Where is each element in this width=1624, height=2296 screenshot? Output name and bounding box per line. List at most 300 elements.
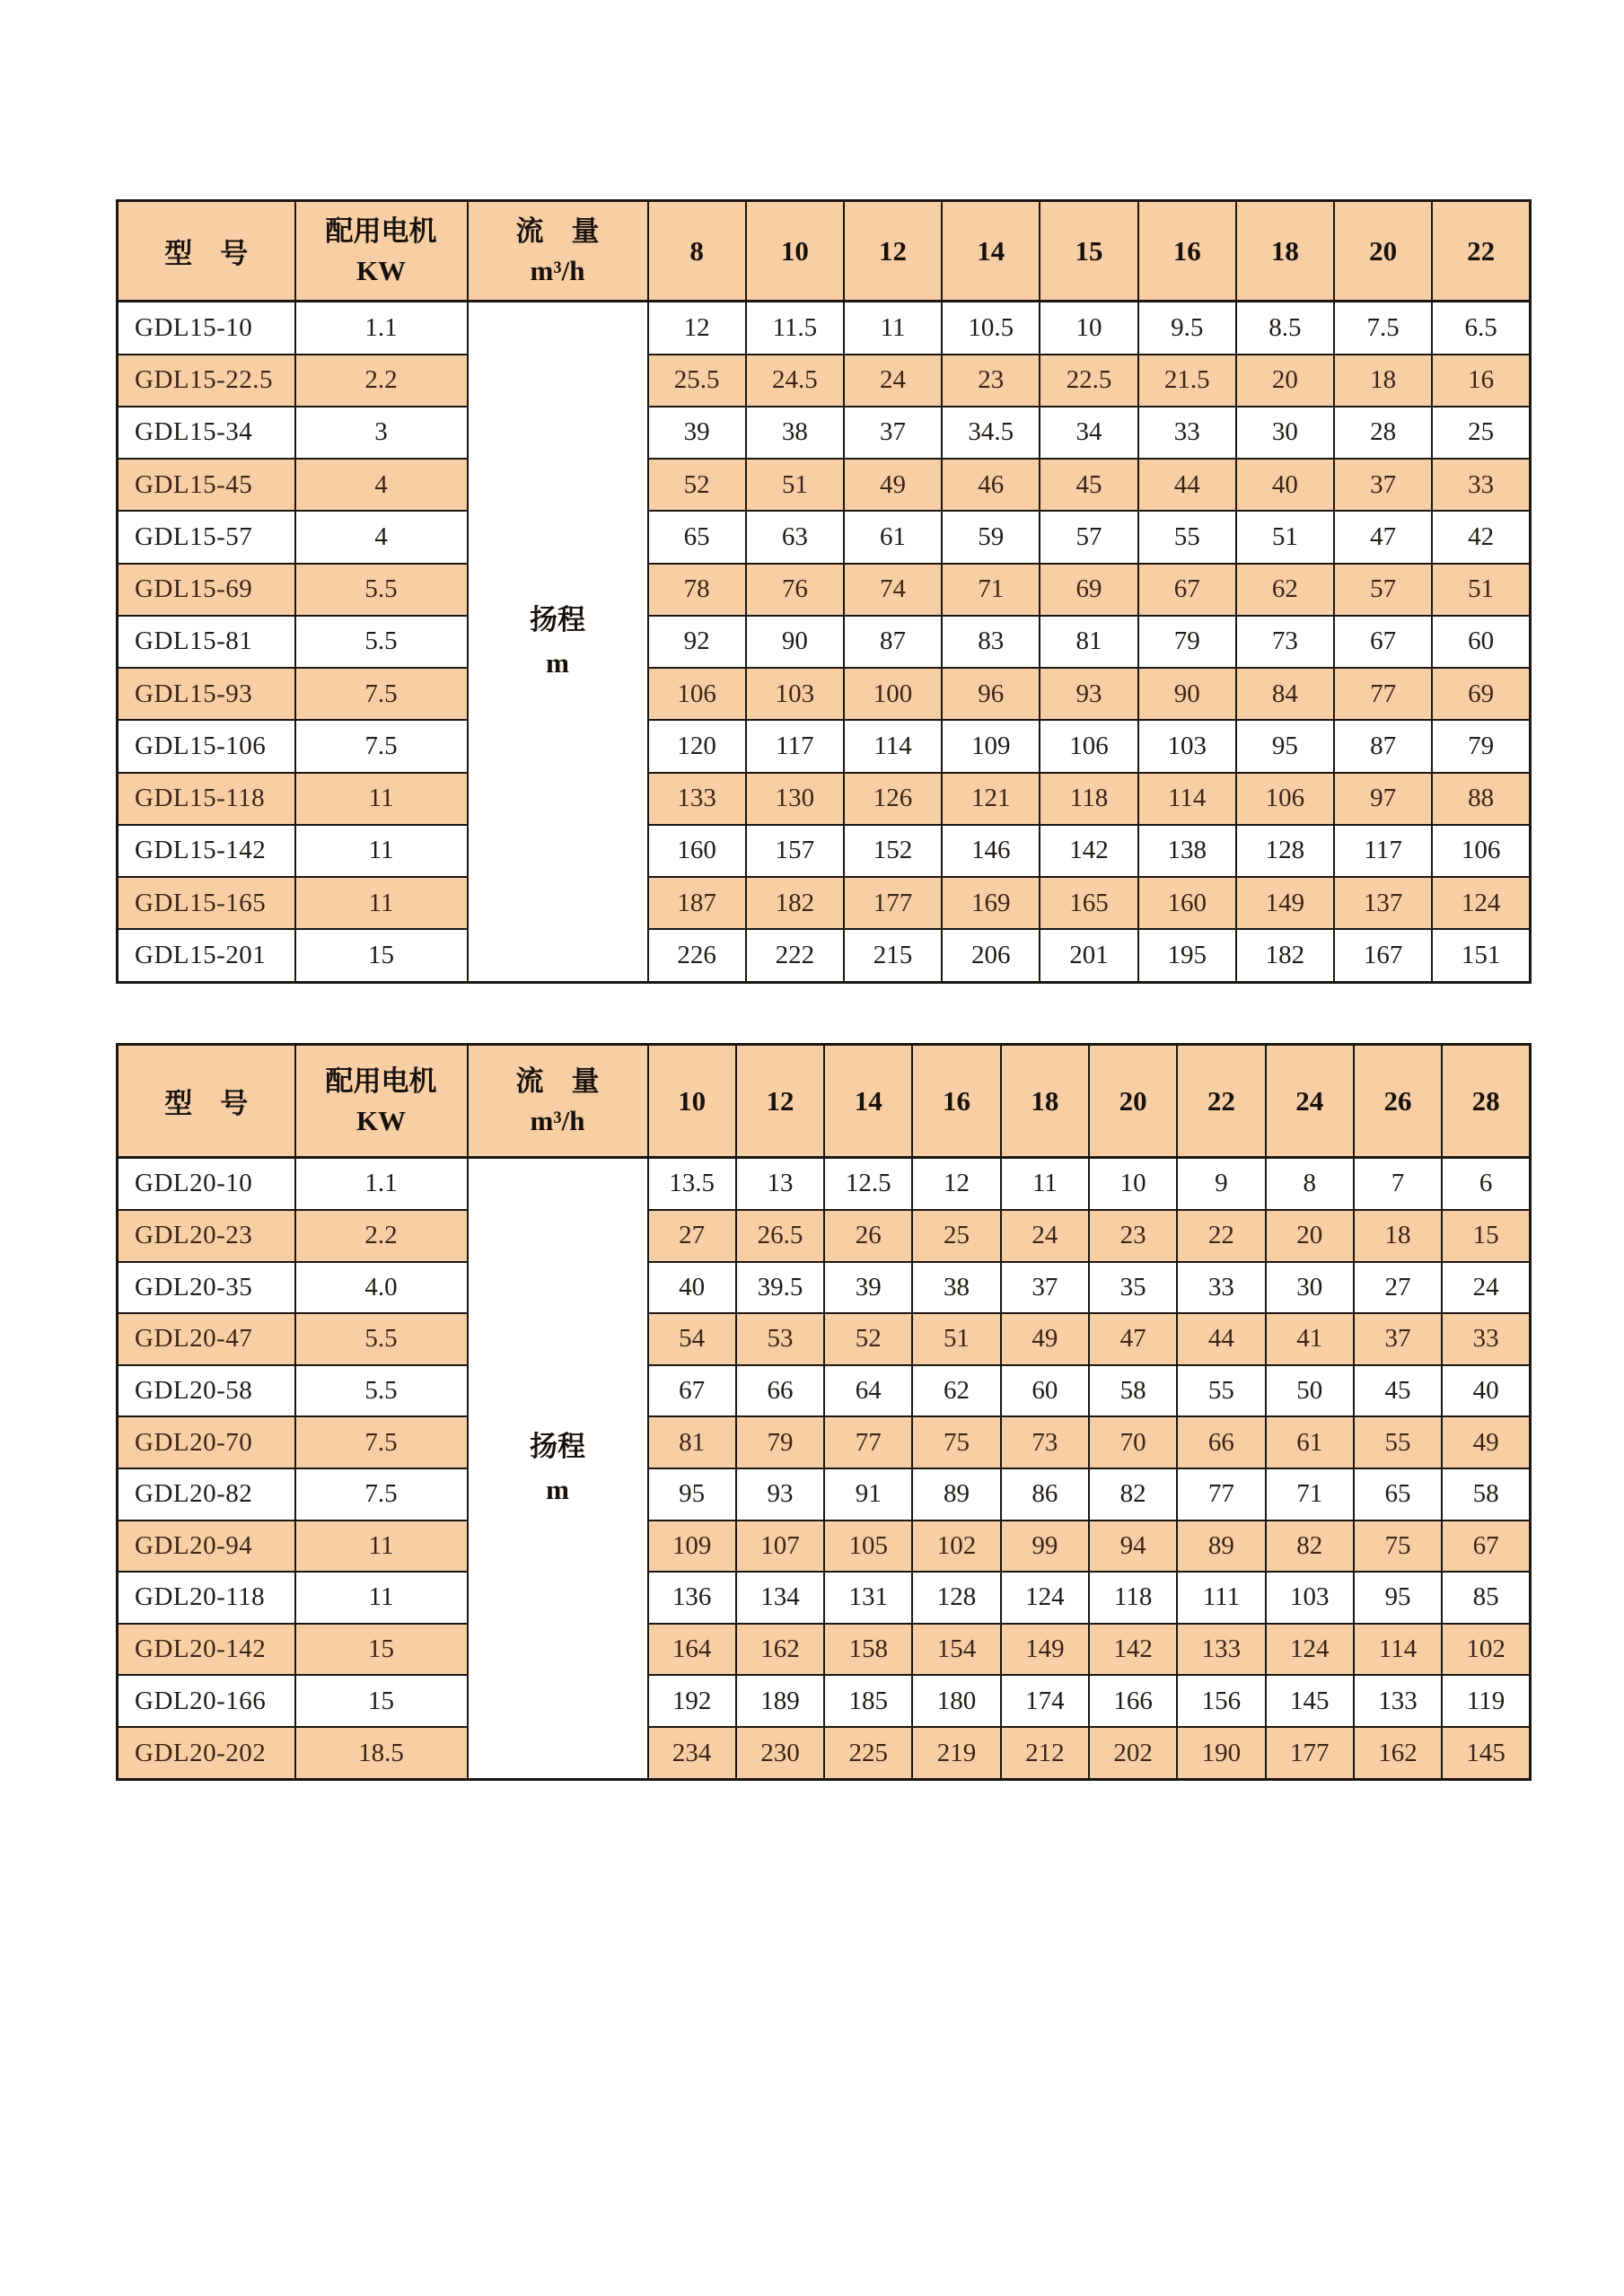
head-value-cell: 20 [1266, 1210, 1354, 1262]
head-value-cell: 76 [746, 564, 844, 616]
head-value-cell: 15 [1442, 1210, 1530, 1262]
head-value-cell: 164 [648, 1624, 736, 1676]
head-value-cell: 78 [648, 564, 746, 616]
head-value-cell: 51 [1432, 564, 1530, 616]
head-value-cell: 57 [1334, 564, 1432, 616]
head-value-cell: 107 [736, 1520, 824, 1573]
head-value-cell: 133 [1354, 1675, 1442, 1727]
head-value-cell: 94 [1089, 1520, 1177, 1573]
head-value-cell: 6.5 [1432, 302, 1530, 355]
head-value-cell: 52 [824, 1313, 912, 1365]
head-value-cell: 7 [1354, 1158, 1442, 1210]
head-value-cell: 111 [1177, 1572, 1265, 1624]
head-value-cell: 28 [1334, 407, 1432, 459]
flow-value-header: 15 [1040, 201, 1137, 302]
head-value-cell: 71 [1266, 1468, 1354, 1520]
head-value-cell: 49 [844, 459, 942, 511]
flow-value-header: 16 [1138, 201, 1236, 302]
head-value-cell: 128 [912, 1572, 1000, 1624]
head-value-cell: 230 [736, 1727, 824, 1779]
motor-kw-cell: 2.2 [295, 1210, 468, 1262]
model-cell: GDL20-35 [118, 1262, 295, 1314]
head-value-cell: 24 [1001, 1210, 1089, 1262]
table-row [118, 1262, 1531, 1314]
head-value-cell: 62 [912, 1365, 1000, 1417]
head-value-cell: 34.5 [942, 407, 1040, 459]
head-value-cell: 40 [648, 1262, 736, 1314]
head-value-cell: 106 [1040, 720, 1137, 772]
head-value-cell: 60 [1001, 1365, 1089, 1417]
head-value-cell: 44 [1138, 459, 1236, 511]
model-cell: GDL20-142 [118, 1624, 295, 1676]
head-unit-merged-cell [468, 302, 648, 983]
head-label-line2: m [546, 1474, 569, 1505]
head-value-cell: 67 [1442, 1520, 1530, 1573]
table-row [118, 302, 1531, 355]
model-cell: GDL20-166 [118, 1675, 295, 1727]
model-cell: GDL15-106 [118, 720, 295, 772]
head-value-cell: 55 [1177, 1365, 1265, 1417]
head-value-cell: 22 [1177, 1210, 1265, 1262]
head-value-cell: 219 [912, 1727, 1000, 1779]
head-value-cell: 103 [1266, 1572, 1354, 1624]
head-value-cell: 38 [912, 1262, 1000, 1314]
head-value-cell: 106 [1236, 773, 1334, 825]
head-value-cell: 51 [912, 1313, 1000, 1365]
head-value-cell: 160 [1138, 877, 1236, 929]
table-row [118, 1158, 1531, 1210]
head-value-cell: 75 [912, 1416, 1000, 1468]
head-value-cell: 67 [648, 1365, 736, 1417]
head-value-cell: 10.5 [942, 302, 1040, 355]
column-header-model: 型 号 [118, 1045, 295, 1158]
header-row [118, 1045, 1531, 1158]
flow-value-header: 22 [1177, 1045, 1265, 1158]
head-value-cell: 23 [942, 355, 1040, 407]
head-value-cell: 151 [1432, 929, 1530, 982]
head-value-cell: 91 [824, 1468, 912, 1520]
head-value-cell: 95 [1354, 1572, 1442, 1624]
head-value-cell: 74 [844, 564, 942, 616]
head-value-cell: 130 [746, 773, 844, 825]
head-value-cell: 24 [1442, 1262, 1530, 1314]
model-cell: GDL15-165 [118, 877, 295, 929]
header-row [118, 201, 1531, 302]
head-value-cell: 30 [1266, 1262, 1354, 1314]
column-header-motor [295, 1045, 468, 1158]
motor-kw-cell: 3 [295, 407, 468, 459]
head-value-cell: 90 [746, 616, 844, 668]
head-value-cell: 99 [1001, 1520, 1089, 1573]
motor-kw-cell: 7.5 [295, 720, 468, 772]
head-value-cell: 73 [1001, 1416, 1089, 1468]
head-value-cell: 90 [1138, 668, 1236, 720]
motor-kw-cell: 5.5 [295, 1365, 468, 1417]
head-value-cell: 59 [942, 511, 1040, 563]
model-cell: GDL20-70 [118, 1416, 295, 1468]
head-value-cell: 86 [1001, 1468, 1089, 1520]
head-value-cell: 53 [736, 1313, 824, 1365]
head-value-cell: 177 [1266, 1727, 1354, 1779]
head-value-cell: 149 [1236, 877, 1334, 929]
head-value-cell: 26.5 [736, 1210, 824, 1262]
head-value-cell: 64 [824, 1365, 912, 1417]
head-value-cell: 66 [736, 1365, 824, 1417]
head-value-cell: 106 [1432, 825, 1530, 877]
model-cell: GDL20-202 [118, 1727, 295, 1779]
flow-header-line2: m³/h [530, 254, 585, 286]
flow-value-header: 24 [1266, 1045, 1354, 1158]
motor-kw-cell: 11 [295, 773, 468, 825]
head-value-cell: 42 [1432, 511, 1530, 563]
head-value-cell: 154 [912, 1624, 1000, 1676]
motor-kw-cell: 4 [295, 511, 468, 563]
model-cell: GDL15-69 [118, 564, 295, 616]
head-value-cell: 13 [736, 1158, 824, 1210]
pump-table-gdl15 [116, 199, 1532, 984]
head-value-cell: 39 [824, 1262, 912, 1314]
model-cell: GDL15-22.5 [118, 355, 295, 407]
head-value-cell: 24.5 [746, 355, 844, 407]
head-value-cell: 12.5 [824, 1158, 912, 1210]
head-value-cell: 185 [824, 1675, 912, 1727]
table-row [118, 1210, 1531, 1262]
head-value-cell: 8 [1266, 1158, 1354, 1210]
head-value-cell: 195 [1138, 929, 1236, 982]
head-value-cell: 88 [1432, 773, 1530, 825]
head-value-cell: 51 [1236, 511, 1334, 563]
head-value-cell: 11.5 [746, 302, 844, 355]
head-value-cell: 45 [1040, 459, 1137, 511]
motor-kw-cell: 4.0 [295, 1262, 468, 1314]
head-value-cell: 27 [648, 1210, 736, 1262]
head-value-cell: 25 [1432, 407, 1530, 459]
column-header-model: 型 号 [118, 201, 295, 302]
head-value-cell: 142 [1040, 825, 1137, 877]
table-row [118, 1572, 1531, 1624]
head-value-cell: 137 [1334, 877, 1432, 929]
head-value-cell: 55 [1138, 511, 1236, 563]
head-value-cell: 18 [1354, 1210, 1442, 1262]
flow-value-header: 10 [648, 1045, 736, 1158]
head-value-cell: 7.5 [1334, 302, 1432, 355]
head-value-cell: 162 [1354, 1727, 1442, 1779]
head-value-cell: 134 [736, 1572, 824, 1624]
head-value-cell: 124 [1432, 877, 1530, 929]
head-value-cell: 118 [1040, 773, 1137, 825]
model-cell: GDL20-23 [118, 1210, 295, 1262]
head-value-cell: 12 [648, 302, 746, 355]
head-value-cell: 145 [1442, 1727, 1530, 1779]
motor-kw-cell: 15 [295, 1675, 468, 1727]
flow-value-header: 12 [844, 201, 942, 302]
head-value-cell: 190 [1177, 1727, 1265, 1779]
head-value-cell: 126 [844, 773, 942, 825]
table-row [118, 1416, 1531, 1468]
head-value-cell: 26 [824, 1210, 912, 1262]
head-value-cell: 58 [1442, 1468, 1530, 1520]
table-row [118, 511, 1531, 563]
head-value-cell: 87 [844, 616, 942, 668]
head-value-cell: 6 [1442, 1158, 1530, 1210]
head-value-cell: 145 [1266, 1675, 1354, 1727]
motor-header-line1: 配用电机 [325, 215, 437, 247]
head-value-cell: 174 [1001, 1675, 1089, 1727]
table-row [118, 407, 1531, 459]
head-value-cell: 177 [844, 877, 942, 929]
head-value-cell: 105 [824, 1520, 912, 1573]
head-value-cell: 128 [1236, 825, 1334, 877]
column-header-motor [295, 201, 468, 302]
head-value-cell: 97 [1334, 773, 1432, 825]
head-value-cell: 225 [824, 1727, 912, 1779]
head-value-cell: 37 [1334, 459, 1432, 511]
flow-header-line1: 流 量 [515, 1065, 600, 1097]
head-value-cell: 114 [1138, 773, 1236, 825]
head-value-cell: 67 [1138, 564, 1236, 616]
head-value-cell: 57 [1040, 511, 1137, 563]
head-value-cell: 124 [1001, 1572, 1089, 1624]
head-value-cell: 215 [844, 929, 942, 982]
head-value-cell: 212 [1001, 1727, 1089, 1779]
table-row [118, 825, 1531, 877]
head-value-cell: 103 [746, 668, 844, 720]
head-value-cell: 10 [1089, 1158, 1177, 1210]
head-value-cell: 40 [1236, 459, 1334, 511]
head-value-cell: 11 [1001, 1158, 1089, 1210]
head-value-cell: 85 [1442, 1572, 1530, 1624]
head-value-cell: 25 [912, 1210, 1000, 1262]
model-cell: GDL20-58 [118, 1365, 295, 1417]
head-value-cell: 25.5 [648, 355, 746, 407]
head-value-cell: 87 [1334, 720, 1432, 772]
head-value-cell: 23 [1089, 1210, 1177, 1262]
head-value-cell: 182 [1236, 929, 1334, 982]
head-value-cell: 21.5 [1138, 355, 1236, 407]
motor-kw-cell: 11 [295, 877, 468, 929]
motor-header-line2: KW [356, 1104, 407, 1136]
head-value-cell: 71 [942, 564, 1040, 616]
head-value-cell: 40 [1442, 1365, 1530, 1417]
flow-value-header: 26 [1354, 1045, 1442, 1158]
head-value-cell: 33 [1442, 1313, 1530, 1365]
table-row [118, 355, 1531, 407]
head-value-cell: 58 [1089, 1365, 1177, 1417]
head-value-cell: 77 [1334, 668, 1432, 720]
head-value-cell: 81 [1040, 616, 1137, 668]
head-value-cell: 55 [1354, 1416, 1442, 1468]
flow-value-header: 18 [1001, 1045, 1089, 1158]
head-value-cell: 9.5 [1138, 302, 1236, 355]
head-value-cell: 121 [942, 773, 1040, 825]
head-value-cell: 109 [648, 1520, 736, 1573]
head-value-cell: 120 [648, 720, 746, 772]
head-value-cell: 102 [1442, 1624, 1530, 1676]
head-value-cell: 118 [1089, 1572, 1177, 1624]
head-value-cell: 69 [1040, 564, 1137, 616]
motor-header-line2: KW [356, 254, 407, 286]
head-value-cell: 49 [1442, 1416, 1530, 1468]
head-value-cell: 82 [1089, 1468, 1177, 1520]
head-value-cell: 92 [648, 616, 746, 668]
head-value-cell: 38 [746, 407, 844, 459]
head-value-cell: 41 [1266, 1313, 1354, 1365]
head-value-cell: 16 [1432, 355, 1530, 407]
table-row [118, 1520, 1531, 1573]
head-unit-merged-cell [468, 1158, 648, 1780]
head-value-cell: 24 [844, 355, 942, 407]
head-value-cell: 11 [844, 302, 942, 355]
head-value-cell: 34 [1040, 407, 1137, 459]
motor-kw-cell: 7.5 [295, 668, 468, 720]
head-value-cell: 77 [824, 1416, 912, 1468]
head-value-cell: 189 [736, 1675, 824, 1727]
motor-kw-cell: 11 [295, 1520, 468, 1573]
flow-value-header: 10 [746, 201, 844, 302]
head-value-cell: 47 [1089, 1313, 1177, 1365]
motor-kw-cell: 4 [295, 459, 468, 511]
head-value-cell: 52 [648, 459, 746, 511]
head-value-cell: 146 [942, 825, 1040, 877]
head-value-cell: 157 [746, 825, 844, 877]
head-value-cell: 83 [942, 616, 1040, 668]
head-value-cell: 73 [1236, 616, 1334, 668]
head-value-cell: 169 [942, 877, 1040, 929]
head-label-line1: 扬程 [530, 604, 585, 635]
table-row [118, 1727, 1531, 1779]
head-value-cell: 63 [746, 511, 844, 563]
pump-table-gdl20 [116, 1043, 1532, 1781]
head-value-cell: 60 [1432, 616, 1530, 668]
head-label-line2: m [546, 647, 569, 679]
head-value-cell: 75 [1354, 1520, 1442, 1573]
head-value-cell: 8.5 [1236, 302, 1334, 355]
head-value-cell: 79 [1138, 616, 1236, 668]
head-value-cell: 156 [1177, 1675, 1265, 1727]
motor-kw-cell: 1.1 [295, 1158, 468, 1210]
head-value-cell: 37 [1001, 1262, 1089, 1314]
head-value-cell: 39 [648, 407, 746, 459]
head-value-cell: 69 [1432, 668, 1530, 720]
flow-value-header: 18 [1236, 201, 1334, 302]
table-row [118, 1468, 1531, 1520]
flow-header-line1: 流 量 [515, 215, 600, 247]
table-row [118, 459, 1531, 511]
model-cell: GDL20-94 [118, 1520, 295, 1573]
head-value-cell: 192 [648, 1675, 736, 1727]
head-value-cell: 95 [648, 1468, 736, 1520]
head-value-cell: 93 [736, 1468, 824, 1520]
head-value-cell: 158 [824, 1624, 912, 1676]
head-value-cell: 30 [1236, 407, 1334, 459]
head-value-cell: 187 [648, 877, 746, 929]
model-cell: GDL20-82 [118, 1468, 295, 1520]
head-value-cell: 33 [1138, 407, 1236, 459]
head-value-cell: 45 [1354, 1365, 1442, 1417]
head-value-cell: 33 [1432, 459, 1530, 511]
model-cell: GDL15-201 [118, 929, 295, 982]
head-value-cell: 44 [1177, 1313, 1265, 1365]
motor-kw-cell: 5.5 [295, 564, 468, 616]
model-cell: GDL15-142 [118, 825, 295, 877]
head-value-cell: 61 [1266, 1416, 1354, 1468]
flow-value-header: 16 [912, 1045, 1000, 1158]
head-value-cell: 33 [1177, 1262, 1265, 1314]
column-header-flow [468, 1045, 648, 1158]
head-value-cell: 133 [648, 773, 746, 825]
head-value-cell: 103 [1138, 720, 1236, 772]
head-value-cell: 49 [1001, 1313, 1089, 1365]
head-value-cell: 222 [746, 929, 844, 982]
head-value-cell: 100 [844, 668, 942, 720]
flow-value-header: 12 [736, 1045, 824, 1158]
flow-header-line2: m³/h [530, 1104, 585, 1136]
head-value-cell: 79 [1432, 720, 1530, 772]
head-value-cell: 81 [648, 1416, 736, 1468]
flow-value-header: 28 [1442, 1045, 1530, 1158]
head-value-cell: 22.5 [1040, 355, 1137, 407]
model-cell: GDL15-10 [118, 302, 295, 355]
head-value-cell: 93 [1040, 668, 1137, 720]
head-value-cell: 67 [1334, 616, 1432, 668]
head-value-cell: 96 [942, 668, 1040, 720]
flow-value-header: 22 [1432, 201, 1530, 302]
head-value-cell: 70 [1089, 1416, 1177, 1468]
motor-kw-cell: 5.5 [295, 616, 468, 668]
head-label-line1: 扬程 [530, 1431, 585, 1462]
head-value-cell: 65 [1354, 1468, 1442, 1520]
model-cell: GDL20-118 [118, 1572, 295, 1624]
head-value-cell: 61 [844, 511, 942, 563]
flow-value-header: 8 [648, 201, 746, 302]
model-cell: GDL15-34 [118, 407, 295, 459]
model-cell: GDL15-45 [118, 459, 295, 511]
head-value-cell: 149 [1001, 1624, 1089, 1676]
head-value-cell: 27 [1354, 1262, 1442, 1314]
column-header-flow [468, 201, 648, 302]
head-value-cell: 62 [1236, 564, 1334, 616]
table-row [118, 616, 1531, 668]
table-row [118, 1675, 1531, 1727]
head-value-cell: 46 [942, 459, 1040, 511]
head-value-cell: 142 [1089, 1624, 1177, 1676]
table-row [118, 1313, 1531, 1365]
head-value-cell: 66 [1177, 1416, 1265, 1468]
head-value-cell: 10 [1040, 302, 1137, 355]
table-body-gdl20 [118, 1158, 1531, 1780]
head-value-cell: 50 [1266, 1365, 1354, 1417]
head-value-cell: 9 [1177, 1158, 1265, 1210]
model-cell: GDL15-81 [118, 616, 295, 668]
table-row [118, 1624, 1531, 1676]
model-cell: GDL15-93 [118, 668, 295, 720]
head-value-cell: 109 [942, 720, 1040, 772]
head-value-cell: 167 [1334, 929, 1432, 982]
head-value-cell: 51 [746, 459, 844, 511]
head-value-cell: 131 [824, 1572, 912, 1624]
motor-kw-cell: 11 [295, 825, 468, 877]
head-value-cell: 54 [648, 1313, 736, 1365]
head-value-cell: 12 [912, 1158, 1000, 1210]
head-value-cell: 119 [1442, 1675, 1530, 1727]
head-value-cell: 165 [1040, 877, 1137, 929]
motor-kw-cell: 5.5 [295, 1313, 468, 1365]
head-value-cell: 182 [746, 877, 844, 929]
table-row [118, 877, 1531, 929]
table-row [118, 668, 1531, 720]
head-value-cell: 117 [746, 720, 844, 772]
flow-value-header: 14 [824, 1045, 912, 1158]
